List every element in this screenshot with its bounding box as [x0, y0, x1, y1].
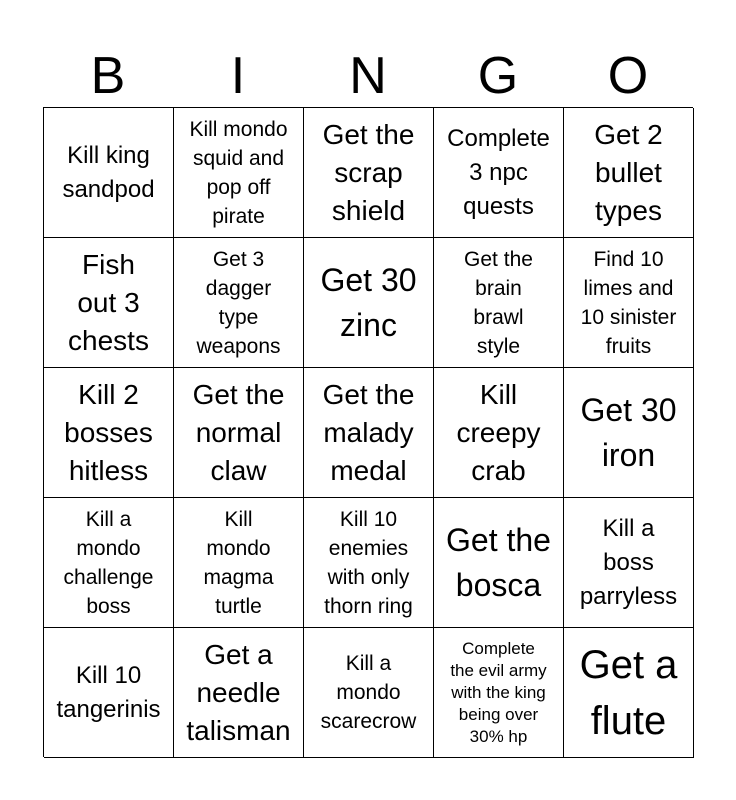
bingo-cell-text: Kill 2 bosses hitless — [64, 378, 153, 486]
bingo-cell-text: Get the scrap shield — [322, 118, 415, 226]
bingo-cell-text: Find 10 limes and 10 sinister fruits — [580, 247, 677, 358]
bingo-cell-text: Get the brain brawl style — [464, 247, 533, 358]
bingo-cell-r3-c2[interactable] — [174, 368, 304, 498]
bingo-cell-text: Complete the evil army with the king being over 30% hp — [450, 638, 547, 746]
bingo-cell-r5-c4[interactable] — [434, 628, 564, 758]
bingo-cell-text: Get a needle talisman — [186, 638, 291, 746]
bingo-cell-r2-c5[interactable] — [564, 238, 694, 368]
bingo-cell-r1-c2[interactable] — [174, 108, 304, 238]
bingo-cell-text: Fish out 3 chests — [68, 248, 149, 356]
bingo-cell-r4-c1[interactable] — [44, 498, 174, 628]
bingo-cell-r2-c4[interactable] — [434, 238, 564, 368]
bingo-cell-text: Get the normal claw — [192, 378, 285, 486]
bingo-cell-r1-c4[interactable] — [434, 108, 564, 238]
bingo-cell-text: Get 2 bullet types — [594, 118, 663, 226]
header-letter-b: B — [90, 47, 126, 105]
bingo-cell-r3-c1[interactable] — [44, 368, 174, 498]
bingo-cell-r2-c1[interactable] — [44, 238, 174, 368]
bingo-cell-text: Kill mondo squid and pop off pirate — [189, 117, 288, 228]
bingo-cell-r5-c3[interactable] — [304, 628, 434, 758]
bingo-cell-r3-c5[interactable] — [564, 368, 694, 498]
bingo-cell-text: Kill 10 tangerinis — [56, 661, 161, 723]
bingo-cell-r3-c4[interactable] — [434, 368, 564, 498]
header-letter-o: O — [607, 47, 649, 105]
bingo-cell-r4-c2[interactable] — [174, 498, 304, 628]
bingo-cell-r5-c1[interactable] — [44, 628, 174, 758]
bingo-cell-r4-c3[interactable] — [304, 498, 434, 628]
bingo-cell-text: Get 30 zinc — [320, 261, 417, 343]
bingo-cell-text: Kill mondo magma turtle — [203, 507, 274, 618]
bingo-cell-text: Get the malady medal — [322, 378, 415, 486]
bingo-cell-text: Complete 3 npc quests — [447, 124, 550, 220]
bingo-cell-text: Kill a mondo scarecrow — [320, 652, 417, 733]
bingo-cell-text: Get 30 iron — [580, 391, 677, 473]
bingo-cell-r1-c1[interactable] — [44, 108, 174, 238]
bingo-cell-r4-c5[interactable] — [564, 498, 694, 628]
bingo-cell-text: Kill 10 enemies with only thorn ring — [324, 507, 413, 618]
bingo-cell-r4-c4[interactable] — [434, 498, 564, 628]
header-letter-i: I — [230, 47, 246, 105]
bingo-cell-r1-c5[interactable] — [564, 108, 694, 238]
bingo-cell-r2-c3[interactable] — [304, 238, 434, 368]
header-letter-g: G — [477, 47, 519, 105]
bingo-cell-r1-c3[interactable] — [304, 108, 434, 238]
bingo-cell-r2-c2[interactable] — [174, 238, 304, 368]
bingo-cell-r5-c2[interactable] — [174, 628, 304, 758]
bingo-cell-text: Kill a boss parryless — [579, 514, 678, 610]
bingo-cell-text: Kill a mondo challenge boss — [63, 507, 154, 618]
bingo-cell-text: Get 3 dagger type weapons — [196, 247, 281, 358]
bingo-cell-r3-c3[interactable] — [304, 368, 434, 498]
bingo-cell-text: Get the bosca — [446, 521, 551, 603]
header-letter-n: N — [349, 47, 387, 105]
bingo-cell-r5-c5[interactable] — [564, 628, 694, 758]
bingo-board — [43, 107, 693, 757]
bingo-cell-text: Kill creepy crab — [456, 378, 541, 486]
bingo-header — [43, 46, 693, 106]
bingo-cell-text: Kill king sandpod — [62, 141, 155, 203]
bingo-cell-text: Get a flute — [579, 642, 678, 743]
